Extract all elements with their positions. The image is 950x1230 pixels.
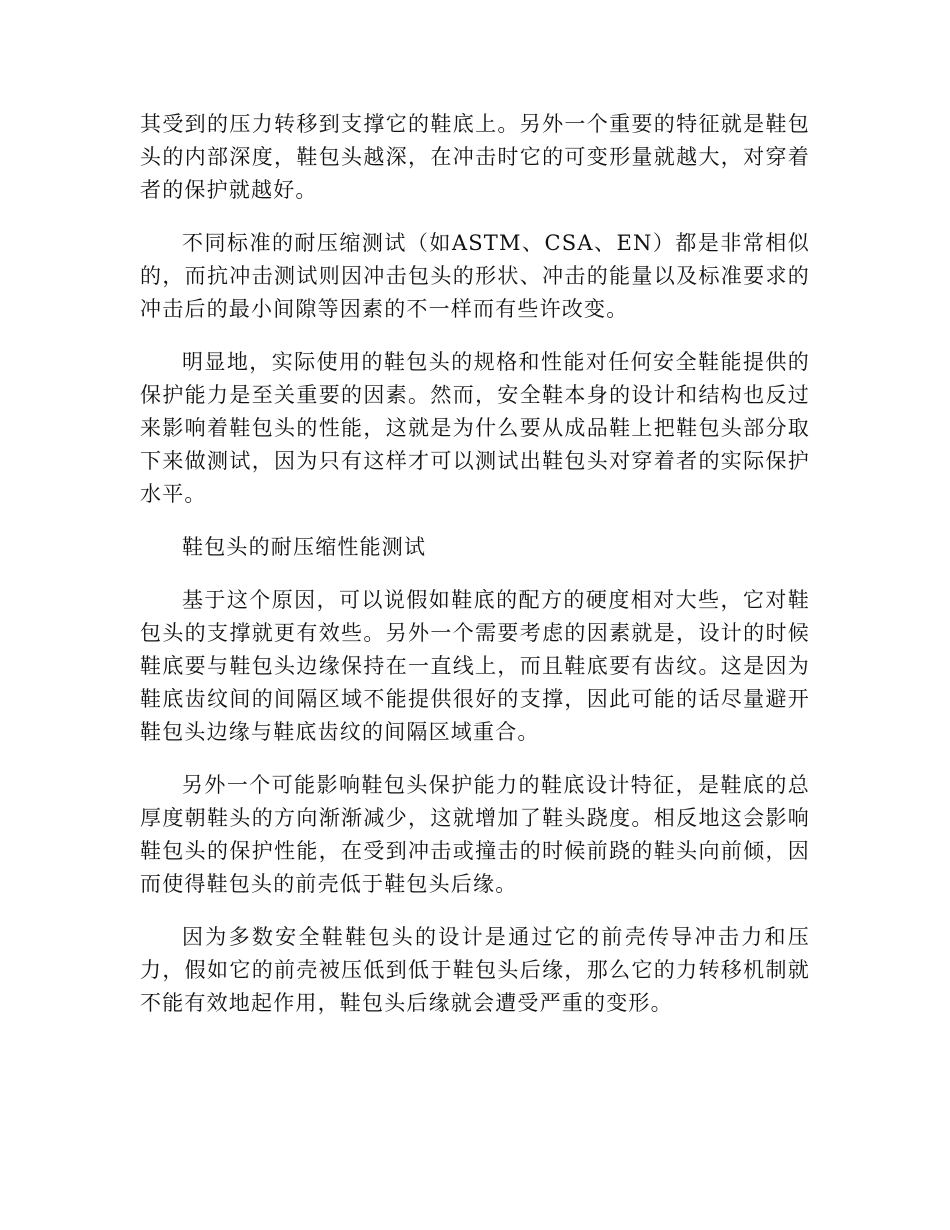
paragraph-5: 另外一个可能影响鞋包头保护能力的鞋底设计特征，是鞋底的总厚度朝鞋头的方向渐渐减少，这就增加了鞋头跷度。相反地这会影响鞋包头的保护性能，在受到冲击或撞击的时候前跷的鞋头向前倾，因而使得鞋包头的前壳低于鞋包头后缘。 [140, 773, 810, 896]
section-heading: 鞋包头的耐压缩性能测试 [182, 535, 427, 559]
document-page [140, 108, 810, 1040]
paragraph-2: 不同标准的耐压缩测试（如ASTM、CSA、EN）都是非常相似的，而抗冲击测试则因冲击包头的形状、冲击的能量以及标准要求的冲击后的最小间隙等因素的不一样而有些许改变。 [140, 231, 810, 321]
paragraph-3: 明显地，实际使用的鞋包头的规格和性能对任何安全鞋能提供的保护能力是至关重要的因素。然而，安全鞋本身的设计和结构也反过来影响着鞋包头的性能，这就是为什么要从成品鞋上把鞋包头部分取下来做测试，因为只有这样才可以测试出鞋包头对穿着者的实际保护水平。 [140, 350, 810, 506]
paragraph-6: 因为多数安全鞋鞋包头的设计是通过它的前壳传导冲击力和压力，假如它的前壳被压低到低于鞋包头后缘，那么它的力转移机制就不能有效地起作用，鞋包头后缘就会遭受严重的变形。 [140, 925, 810, 1015]
paragraph-4: 基于这个原因，可以说假如鞋底的配方的硬度相对大些，它对鞋包头的支撑就更有效些。另外一个需要考虑的因素就是，设计的时候鞋底要与鞋包头边缘保持在一直线上，而且鞋底要有齿纹。这是因为鞋底齿纹间的间隔区域不能提供很好的支撑，因此可能的话尽量避开鞋包头边缘与鞋底齿纹的间隔区域重合。 [140, 588, 810, 744]
paragraph-1: 其受到的压力转移到支撑它的鞋底上。另外一个重要的特征就是鞋包头的内部深度，鞋包头越深，在冲击时它的可变形量就越大，对穿着者的保护就越好。 [140, 112, 810, 202]
